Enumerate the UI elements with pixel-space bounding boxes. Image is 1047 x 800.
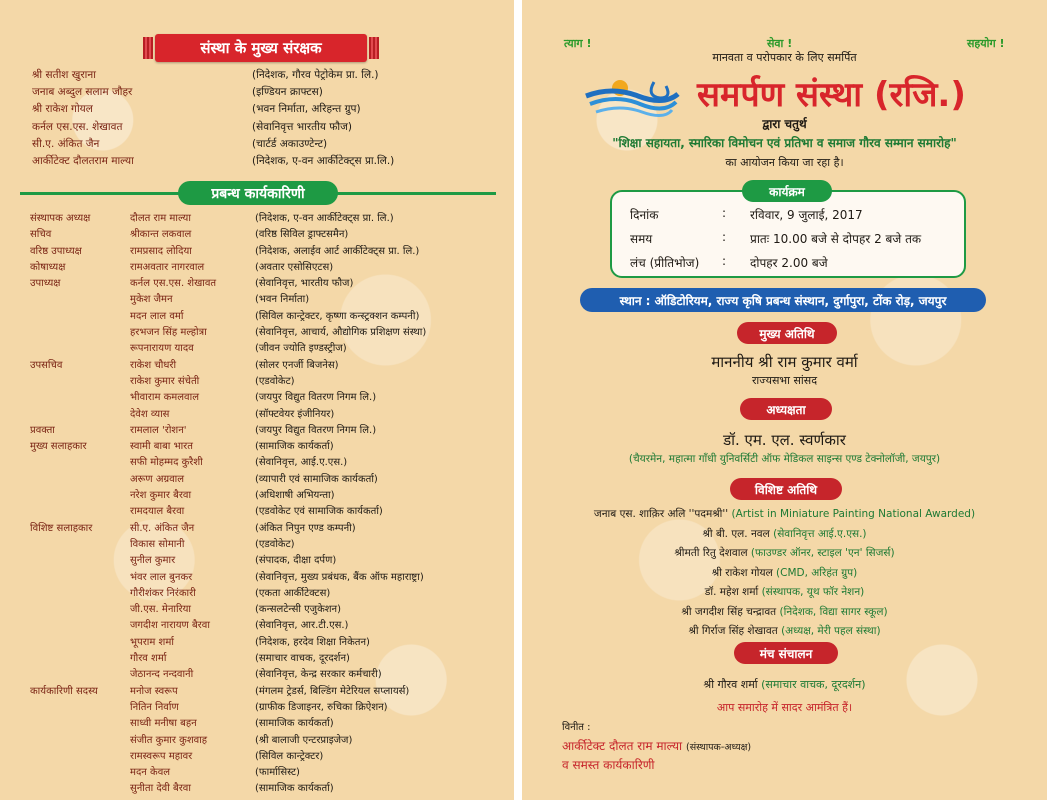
executive-name: मनोज स्वरूप	[130, 685, 178, 697]
signatory-role: (संस्थापक-अध्यक्ष)	[685, 742, 752, 753]
executive-name: रामस्वरूप महावर	[130, 750, 193, 762]
executive-row	[30, 732, 510, 748]
executive-desc: (सामाजिक कार्यकर्ता)	[255, 718, 334, 730]
executive-row	[30, 780, 510, 796]
executive-row	[30, 601, 510, 617]
executive-desc: (निदेशक, अलाईव आर्ट आर्कीटेक्ट्स प्रा. लि.)	[255, 245, 420, 257]
patron-desc: (इण्डियन क्राफ्टस)	[252, 86, 323, 99]
via-line: द्वारा चतुर्थ	[762, 117, 807, 131]
invitation-line: आप समारोह में सादर आमंत्रित हैं।	[716, 701, 853, 714]
executive-role	[30, 308, 130, 324]
right-panel	[522, 0, 1047, 800]
executive-row	[30, 569, 510, 585]
executive-role	[30, 454, 130, 470]
patron-name: श्री सतीश खुराना	[32, 69, 96, 81]
executive-row	[30, 617, 510, 633]
executive-role: उपाध्यक्ष	[30, 278, 61, 290]
patron-row	[32, 85, 492, 102]
executive-role: कार्यकारिणी सदस्य	[30, 685, 98, 697]
executive-desc: (सेवानिवृत्त, आर.टी.एस.)	[255, 620, 349, 632]
special-guest-name: श्रीमती रितु देशवाल	[674, 547, 748, 559]
executive-desc: (सेवानिवृत्त, आई.ए.एस.)	[255, 457, 348, 469]
organized-line: का आयोजन किया जा रहा है।	[725, 156, 844, 169]
executive-role: सचिव	[30, 229, 52, 241]
executive-row	[30, 389, 510, 405]
executive-name: भंवर लाल बुनकर	[130, 571, 193, 583]
executive-name: भूपराम शर्मा	[130, 636, 174, 648]
executive-desc: (ग्राफीक डिजाइनर, रुचिका क्रिऐशन)	[255, 701, 388, 713]
special-guest-desc: (सेवानिवृत्त आई.ए.एस.)	[773, 527, 867, 540]
executive-role: संस्थापक अध्यक्ष	[30, 213, 91, 224]
executive-desc: (भवन निर्माता)	[255, 294, 310, 306]
executive-role	[30, 764, 130, 780]
executive-name: स्वामी बाबा भारत	[130, 441, 193, 453]
executive-name: मदन केवल	[130, 767, 171, 779]
left-panel	[0, 0, 514, 800]
special-guest-desc: (Artist in Miniature Painting National Awarded)	[731, 508, 976, 520]
special-guest-desc: (अध्यक्ष, मेरी पहल संस्था)	[781, 625, 881, 637]
signatory-2: व समस्त कार्यकारिणी	[562, 758, 655, 772]
executive-role	[30, 650, 130, 666]
program-value: रविवार, 9 जुलाई, 2017	[750, 208, 863, 222]
chief-guest-heading: मुख्य अतिथि	[737, 322, 837, 344]
executive-name: गौरीशंकर निरंकारी	[130, 587, 196, 599]
patron-name: कर्नल एस.एस. शेखावत	[32, 120, 123, 133]
executive-desc: (एडवोकेट एवं सामाजिक कार्यकर्ता)	[255, 506, 383, 518]
executive-name: नितिन निर्वाण	[130, 701, 179, 713]
executive-desc: (सिविल कान्ट्रेक्टर)	[255, 750, 324, 762]
patron-name: आर्कीटेक्ट दौलतराम माल्या	[32, 154, 134, 167]
executive-desc: (मंगलम ट्रेडर्स, बिल्डिंग मेटेरियल सप्लायर्स)	[255, 685, 410, 697]
program-time-row	[630, 230, 921, 247]
special-guest-name: श्री जगदीश सिंह चन्द्रावत	[681, 605, 777, 618]
anchor-desc: (समाचार वाचक, दूरदर्शन)	[761, 678, 866, 691]
executive-name: श्रीकान्त लकवाल	[130, 229, 192, 241]
executive-row	[30, 487, 510, 503]
executive-row	[30, 226, 510, 242]
patron-name: सी.ए. अंकित जैन	[32, 137, 100, 150]
executive-row	[30, 715, 510, 731]
patron-desc: (चार्टर्ड अकाउण्टेन्ट)	[252, 137, 328, 150]
page-fold	[514, 0, 522, 800]
executive-desc: (कन्सलटेन्सी एजुकेशन)	[255, 604, 342, 616]
executive-row	[30, 552, 510, 568]
executive-header	[20, 181, 496, 205]
special-guest-name: श्री गिर्राज सिंह शेखावत	[688, 625, 778, 637]
executive-desc: (सेवानिवृत्त, आचार्य, औद्योगिक प्रशिक्षण संस्था)	[255, 327, 427, 339]
organization-name: समर्पण संस्था (रजि.)	[697, 75, 966, 115]
special-guest-name: श्री राकेश गोयल	[711, 566, 773, 579]
executive-role	[30, 748, 130, 764]
executive-name: विकास सोमानी	[130, 538, 185, 550]
special-guest-desc: (फाउण्डर ऑनर, स्टाइल 'एन' सिजर्स)	[750, 547, 895, 559]
executive-name: मुकेश जैमन	[130, 294, 173, 306]
special-guest-line	[522, 605, 1047, 619]
executive-desc: (सामाजिक कार्यकर्ता)	[255, 783, 334, 795]
executive-list	[30, 210, 510, 797]
executive-row	[30, 324, 510, 340]
executive-role	[30, 406, 130, 422]
executive-desc: (एडवोकेट)	[255, 538, 295, 550]
special-guest-name: श्री बी. एल. नवल	[702, 527, 770, 540]
executive-role	[30, 634, 130, 650]
executive-name: साध्वी मनीषा बहन	[130, 718, 197, 730]
executive-name: गौरव शर्मा	[130, 653, 167, 665]
executive-name: दौलत राम माल्या	[130, 213, 191, 224]
venue-bar: स्थान : ऑडिटोरियम, राज्य कृषि प्रबन्ध संस्थान, दुर्गापुरा, टोंक रोड़, जयपुर	[580, 288, 986, 312]
executive-desc: (जयपुर विद्युत वितरण निगम लि.)	[255, 392, 377, 404]
executive-role	[30, 666, 130, 682]
executive-row	[30, 503, 510, 519]
patrons-heading: संस्था के मुख्य संरक्षक	[155, 34, 367, 62]
executive-role	[30, 503, 130, 519]
program-lunch-row	[630, 254, 828, 271]
patron-row	[32, 154, 492, 171]
executive-row	[30, 536, 510, 552]
executive-row	[30, 210, 510, 226]
executive-desc: (सेवानिवृत्त, मुख्य प्रबंधक, बैंक ऑफ महाराष्ट्रा)	[255, 571, 424, 583]
special-guests-heading: विशिष्ट अतिथि	[730, 478, 842, 500]
executive-name: रामप्रसाद लोदिया	[130, 245, 192, 257]
patron-desc: (निदेशक, ए-वन आर्कीटेक्ट्स प्रा.लि.)	[252, 154, 395, 167]
motto-center: सेवा !	[767, 37, 793, 50]
program-label: लंच (प्रीतिभोज)	[630, 256, 700, 270]
executive-row	[30, 666, 510, 682]
anchor-line	[522, 677, 1047, 692]
executive-heading: प्रबन्ध कार्यकारिणी	[178, 181, 338, 205]
executive-row	[30, 243, 510, 259]
executive-desc: (सॉफ्टवेयर इंजीनियर)	[255, 408, 335, 420]
executive-desc: (व्यापारी एवं सामाजिक कार्यकर्ता)	[255, 473, 378, 485]
executive-desc: (एकता आर्कीटेक्टस)	[255, 587, 331, 599]
executive-role: उपसचिव	[30, 359, 63, 371]
executive-desc: (जयपुर विद्युत वितरण निगम लि.)	[255, 424, 377, 436]
executive-role	[30, 585, 130, 601]
motto-left: त्याग !	[564, 37, 592, 50]
chief-guest-name: माननीय श्री राम कुमार वर्मा	[711, 353, 858, 371]
executive-row	[30, 438, 510, 454]
special-guest-line	[522, 507, 1047, 521]
program-value: प्रातः 10.00 बजे से दोपहर 2 बजे तक	[750, 232, 922, 246]
program-heading: कार्यक्रम	[742, 180, 832, 202]
executive-name: रामअवतार नागरवाल	[130, 261, 205, 273]
executive-role	[30, 617, 130, 633]
patron-row	[32, 137, 492, 154]
executive-name: नरेश कुमार बैरवा	[130, 490, 192, 502]
special-guest-line	[522, 585, 1047, 599]
executive-role	[30, 732, 130, 748]
presidency-name: डॉ. एम. एल. स्वर्णकार	[723, 431, 846, 449]
executive-name: हरभजन सिंह मल्होत्रा	[130, 327, 207, 339]
anchor-name: श्री गौरव शर्मा	[703, 678, 758, 691]
special-guest-line	[522, 566, 1047, 580]
executive-desc: (फार्मासिस्ट)	[255, 767, 300, 779]
swan-logo-icon	[582, 74, 682, 120]
anchor-heading: मंच संचालन	[734, 642, 838, 664]
executive-row	[30, 748, 510, 764]
executive-role	[30, 487, 130, 503]
executive-role	[30, 291, 130, 307]
executive-role: कोषाध्यक्ष	[30, 261, 66, 273]
special-guest-name: जनाब एस. शाक़िर अलि ''पदमश्री''	[593, 508, 729, 520]
executive-row	[30, 340, 510, 356]
executive-role	[30, 601, 130, 617]
executive-desc: (सामाजिक कार्यकर्ता)	[255, 441, 334, 453]
patron-name: श्री राकेश गोयल	[32, 103, 93, 116]
executive-name: सुनील कुमार	[130, 555, 176, 567]
signatory-line	[562, 737, 751, 754]
vinit-label: विनीत :	[562, 722, 591, 733]
executive-desc: (जीवन ज्योति इण्डस्ट्रीज)	[255, 343, 347, 355]
executive-row	[30, 406, 510, 422]
executive-desc: (समाचार वाचक, दूरदर्शन)	[255, 653, 350, 665]
executive-desc: (सेवानिवृत्त, भारतीय फौज)	[255, 278, 354, 290]
executive-row	[30, 634, 510, 650]
executive-role	[30, 536, 130, 552]
program-box	[610, 190, 966, 278]
executive-desc: (सोलर एनर्जी बिजनेस)	[255, 359, 339, 371]
chief-guest-title: राज्यसभा सांसद	[751, 374, 818, 387]
program-colon: :	[722, 230, 727, 244]
executive-name: रूपनारायण यादव	[130, 343, 194, 355]
executive-desc: (निदेशक, ए-वन आर्कीटेक्ट्स प्रा. लि.)	[255, 213, 394, 224]
executive-name: जगदीश नारायण बैरवा	[130, 620, 210, 632]
executive-role	[30, 569, 130, 585]
patron-row	[32, 120, 492, 137]
event-title: "शिक्षा सहायता, स्मारिका विमोचन एवं प्रतिभा व समाज गौरव सम्मान समारोह"	[612, 136, 957, 150]
executive-name: मदन लाल वर्मा	[130, 310, 184, 322]
executive-role	[30, 471, 130, 487]
executive-row	[30, 520, 510, 536]
executive-role	[30, 780, 130, 796]
presidency-heading: अध्यक्षता	[740, 398, 832, 420]
executive-name: सफी मोहम्मद कुरैशी	[130, 457, 203, 469]
executive-row	[30, 308, 510, 324]
program-colon: :	[722, 254, 727, 268]
executive-row	[30, 585, 510, 601]
executive-row	[30, 291, 510, 307]
dedicated-line: मानवता व परोपकार के लिए समर्पित	[712, 51, 857, 64]
executive-desc: (वरिष्ठ सिविल ड्राफ्टसमैन)	[255, 229, 349, 241]
special-guest-line	[522, 624, 1047, 638]
executive-desc: (सेवानिवृत्त, केन्द्र सरकार कर्मचारी)	[255, 669, 382, 681]
executive-name: जी.एस. मेनारिया	[130, 604, 192, 616]
special-guest-name: डॉ. महेश शर्मा	[704, 586, 759, 598]
executive-row	[30, 650, 510, 666]
special-guest-desc: (CMD, अरिहंत ग्रुप)	[776, 566, 858, 579]
special-guest-desc: (निदेशक, विद्या सागर स्कूल)	[779, 605, 888, 618]
executive-row	[30, 259, 510, 275]
executive-name: रामदयाल बैरवा	[130, 506, 185, 518]
program-label: दिनांक	[630, 208, 659, 222]
executive-name: जेठानन्द नन्दवानी	[130, 669, 194, 681]
patron-desc: (निदेशक, गौरव पेट्रोकेम प्रा. लि.)	[252, 69, 379, 81]
executive-desc: (एडवोकेट)	[255, 375, 295, 387]
executive-name: सुनीता देवी बैरवा	[130, 783, 191, 795]
patrons-list	[32, 68, 492, 171]
executive-role	[30, 699, 130, 715]
executive-role: प्रवक्ता	[30, 424, 55, 436]
executive-desc: (अंकित निपुन एण्ड कम्पनी)	[255, 522, 356, 534]
executive-name: राकेश चौधरी	[130, 359, 177, 371]
divider-left	[20, 192, 180, 195]
program-date-row	[630, 206, 863, 223]
executive-role	[30, 552, 130, 568]
executive-row	[30, 422, 510, 438]
motto-right: सहयोग !	[967, 37, 1005, 50]
executive-name: रामलाल 'रोशन'	[130, 424, 187, 436]
executive-row	[30, 357, 510, 373]
executive-name: संजीत कुमार कुशवाह	[130, 734, 208, 746]
executive-role	[30, 389, 130, 405]
patron-desc: (भवन निर्माता, अरिहन्त ग्रुप)	[252, 103, 361, 116]
executive-name: कर्नल एस.एस. शेखावत	[130, 278, 217, 290]
program-label: समय	[630, 232, 653, 246]
patron-desc: (सेवानिवृत्त भारतीय फौज)	[252, 120, 352, 133]
executive-role: मुख्य सलाहकार	[30, 441, 87, 453]
executive-role: विशिष्ट सलाहकार	[30, 522, 93, 534]
executive-row	[30, 699, 510, 715]
special-guest-desc: (संस्थापक, यूथ फॉर नेशन)	[761, 586, 865, 598]
executive-desc: (सिविल कान्ट्रेक्टर, कृष्णा कन्स्ट्रक्शन कम्पनी)	[255, 310, 420, 322]
special-guest-line	[522, 546, 1047, 560]
executive-name: राकेश कुमार संचेती	[130, 375, 200, 387]
executive-role	[30, 373, 130, 389]
program-colon: :	[722, 206, 727, 220]
executive-row	[30, 275, 510, 291]
patron-row	[32, 102, 492, 119]
special-guest-line	[522, 527, 1047, 541]
executive-name: भीवाराम कमलवाल	[130, 392, 199, 404]
executive-desc: (अवतार एसोसिएटस)	[255, 261, 334, 273]
executive-desc: (संपादक, दीक्षा दर्पण)	[255, 555, 337, 567]
executive-row	[30, 683, 510, 699]
executive-role: वरिष्ठ उपाध्यक्ष	[30, 245, 82, 257]
executive-desc: (निदेशक, हरदेव शिक्षा निकेतन)	[255, 636, 370, 648]
executive-row	[30, 454, 510, 470]
executive-row	[30, 373, 510, 389]
executive-role	[30, 715, 130, 731]
executive-desc: (अधिशाषी अभियन्ता)	[255, 490, 335, 502]
executive-desc: (श्री बालाजी एन्टरप्राइजेज)	[255, 734, 353, 746]
divider-right	[336, 192, 496, 195]
executive-name: सी.ए. अंकित जैन	[130, 522, 195, 534]
patron-name: जनाब अब्दुल सलाम जौहर	[32, 86, 133, 99]
executive-row	[30, 471, 510, 487]
presidency-desc: (चैयरमेन, महात्मा गाँधी युनिवर्सिटी ऑफ मेडिकल साइन्स एण्ड टेक्नोलॉजी, जयपुर)	[628, 453, 941, 465]
executive-role	[30, 324, 130, 340]
executive-name: देवेश व्यास	[130, 408, 170, 420]
executive-role	[30, 340, 130, 356]
executive-name: अरूण अग्रवाल	[130, 473, 185, 485]
signatory-name: आर्कीटेक्ट दौलत राम माल्या	[562, 739, 683, 753]
executive-row	[30, 764, 510, 780]
patron-row	[32, 68, 492, 85]
program-value: दोपहर 2.00 बजे	[750, 256, 828, 270]
